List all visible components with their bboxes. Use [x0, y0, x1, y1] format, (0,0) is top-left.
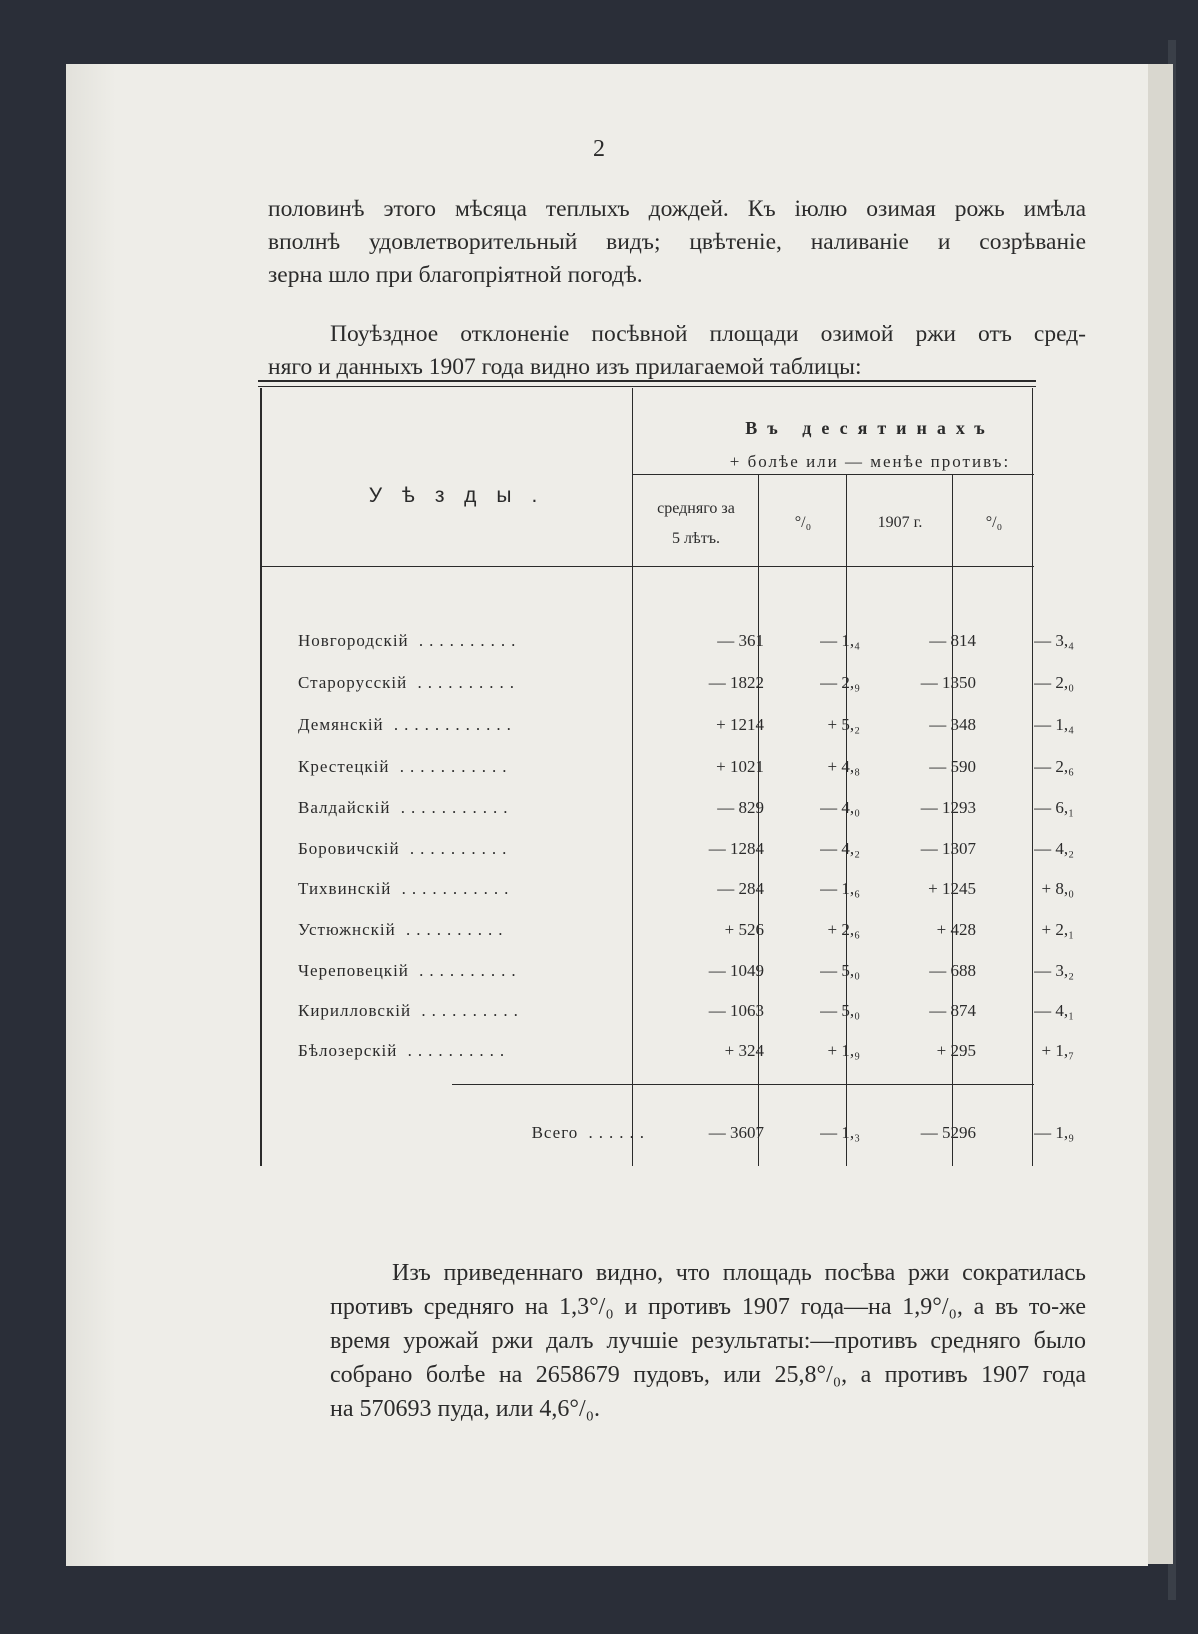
paragraph-conclusion [268, 1256, 1086, 1426]
table-top-rule [258, 380, 1036, 382]
table-row [268, 996, 1080, 1026]
district-name: Демянскiй [298, 715, 384, 734]
cell-average: + 1214 [716, 715, 764, 734]
district-name: Крестецкiй [298, 757, 390, 776]
table-left-rule [260, 388, 262, 1166]
cell-average: — 1063 [708, 1001, 764, 1020]
cell-1907: — 688 [929, 961, 976, 980]
col-header-average [634, 494, 758, 554]
col-header-1907: 1907 г. [877, 514, 923, 531]
cell-1907: + 428 [936, 920, 976, 939]
row-name: Бѣлозерскiй .......... [298, 1041, 511, 1060]
cell-average: — 361 [717, 631, 764, 650]
cell-1907: — 590 [929, 757, 976, 776]
row-name: Новгородскiй .......... [298, 631, 522, 650]
cell-average: — 1049 [708, 961, 764, 980]
table-row [268, 793, 1080, 823]
col-header-pct2: °/₀ [985, 514, 1003, 531]
page-gutter [66, 64, 116, 1566]
paragraph-weather [268, 193, 1086, 292]
table-row [268, 668, 1080, 698]
text-line: зерна шло при благопрiятной погодѣ. [268, 262, 643, 288]
district-name: Тихвинскiй [298, 879, 392, 898]
table-row [268, 626, 1080, 656]
col-header-line: 5 лѣтъ. [672, 530, 720, 547]
cell-pct1: — 5,₀ [820, 1001, 860, 1020]
cell-pct2: — 1,₉ [1034, 1123, 1074, 1142]
table-row [268, 710, 1080, 740]
cell-average: — 1822 [708, 673, 764, 692]
district-name: Старорусскiй [298, 673, 408, 692]
table-row [268, 834, 1080, 864]
cell-1907: — 1293 [920, 798, 976, 817]
cell-1907: + 1245 [928, 879, 976, 898]
row-name: Боровичскiй .......... [298, 839, 513, 858]
cell-average: + 526 [724, 920, 764, 939]
text-line: Поуѣздное отклоненiе посѣвной площади озимой ржи отъ сред- [330, 321, 1086, 347]
cell-pct2: — 3,₄ [1034, 631, 1074, 650]
row-name: Старорусскiй .......... [298, 673, 520, 692]
district-name: Устюжнскiй [298, 920, 396, 939]
district-name: Валдайскiй [298, 798, 391, 817]
cell-average: — 829 [717, 798, 764, 817]
row-header-uezdy: Уѣзды. [368, 484, 558, 507]
cell-average: — 3607 [708, 1123, 764, 1142]
table-group-subtitle: + болѣе или — менѣе противъ: [729, 452, 1011, 471]
cell-pct1: — 2,₉ [820, 673, 860, 692]
text-line: Изъ приведеннаго видно, что площадь посѣва ржи сократилась [392, 1260, 1086, 1286]
cell-pct1: + 1,₉ [827, 1041, 860, 1060]
total-rule [452, 1084, 1034, 1085]
paragraph-table-intro [268, 318, 1086, 384]
cell-1907: — 1350 [920, 673, 976, 692]
cell-pct2: + 1,₇ [1041, 1041, 1074, 1060]
cell-average: + 324 [724, 1041, 764, 1060]
cell-1907: — 874 [929, 1001, 976, 1020]
row-name: Крестецкiй ........... [298, 757, 513, 776]
cell-1907: — 348 [929, 715, 976, 734]
table-row [268, 752, 1080, 782]
text-line: собрано болѣе на 2658679 пудовъ, или 25,8°/₀, а противъ 1907 года [330, 1362, 1086, 1388]
cell-average: + 1021 [716, 757, 764, 776]
col-header-line: средняго за [657, 500, 735, 517]
cell-pct2: — 2,₆ [1034, 757, 1074, 776]
cell-1907: — 814 [929, 631, 976, 650]
text-line: вполнѣ удовлетворительный видъ; цвѣтенiе, наливанiе и созрѣванiе [268, 229, 1086, 255]
cell-average: — 1284 [708, 839, 764, 858]
cell-pct2: + 2,₁ [1041, 920, 1074, 939]
district-name: Боровичскiй [298, 839, 400, 858]
cell-pct1: — 1,₃ [820, 1123, 860, 1142]
cell-pct1: — 1,₄ [820, 631, 860, 650]
district-name: Новгородскiй [298, 631, 409, 650]
row-name: Валдайскiй ........... [298, 798, 514, 817]
text-line: противъ средняго на 1,3°/₀ и противъ 1907 года—на 1,9°/₀, а въ то-же [330, 1294, 1086, 1320]
table-total-row [268, 1118, 1080, 1148]
cell-pct2: — 2,₀ [1034, 673, 1074, 692]
text-line: няго и данныхъ 1907 года видно изъ прилагаемой таблицы: [268, 354, 862, 380]
table-row [268, 956, 1080, 986]
cell-average: — 284 [717, 879, 764, 898]
total-label: Всего [531, 1123, 579, 1142]
text-line: на 570693 пуда, или 4,6°/₀. [330, 1396, 600, 1422]
cell-pct1: — 5,₀ [820, 961, 860, 980]
cell-pct2: — 4,₁ [1034, 1001, 1074, 1020]
row-name: Устюжнскiй .......... [298, 920, 509, 939]
cell-pct1: — 4,₂ [820, 839, 860, 858]
cell-pct2: — 6,₁ [1034, 798, 1074, 817]
cell-pct2: + 8,₀ [1041, 879, 1074, 898]
table-row [268, 874, 1080, 904]
row-name: Череповецкiй .......... [298, 961, 522, 980]
text-line: половинѣ этого мѣсяца теплыхъ дождей. Къ iюлю озимая рожь имѣла [268, 196, 1086, 222]
row-name: Кирилловскiй .......... [298, 1001, 524, 1020]
header-bottom-rule [262, 566, 1034, 567]
cell-pct1: + 2,₆ [827, 920, 860, 939]
row-name: Всего ...... [531, 1123, 650, 1142]
table-row [268, 1036, 1080, 1066]
cell-pct1: + 5,₂ [827, 715, 860, 734]
table-row [268, 915, 1080, 945]
district-name: Бѣлозерскiй [298, 1041, 398, 1060]
cell-pct2: — 4,₂ [1034, 839, 1074, 858]
district-name: Кирилловскiй [298, 1001, 412, 1020]
page-number: 2 [593, 136, 605, 162]
cell-1907: — 5296 [920, 1123, 976, 1142]
row-name: Демянскiй ............ [298, 715, 517, 734]
cell-1907: — 1307 [920, 839, 976, 858]
cell-pct1: — 4,₀ [820, 798, 860, 817]
cell-1907: + 295 [936, 1041, 976, 1060]
cell-pct1: — 1,₆ [820, 879, 860, 898]
table-top-rule-thin [258, 386, 1036, 387]
table-group-title: Въ десятинахъ [745, 418, 995, 438]
header-rule [632, 474, 1034, 475]
district-name: Череповецкiй [298, 961, 409, 980]
row-name: Тихвинскiй ........... [298, 879, 515, 898]
cell-pct2: — 1,₄ [1034, 715, 1074, 734]
text-line: время урожай ржи далъ лучшiе результаты:—противъ средняго было [330, 1328, 1086, 1354]
cell-pct1: + 4,₈ [827, 757, 860, 776]
cell-pct2: — 3,₂ [1034, 961, 1074, 980]
col-header-pct1: °/₀ [794, 514, 812, 531]
